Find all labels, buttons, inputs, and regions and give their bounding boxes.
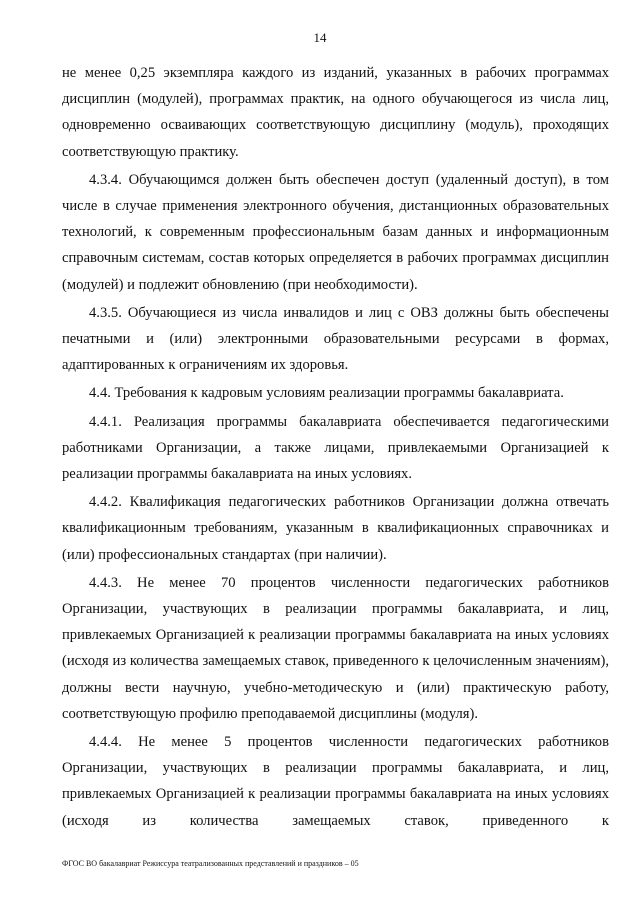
paragraph-4-3-4: 4.3.4. Обучающимся должен быть обеспечен доступ (удаленный доступ), в том числе в случае применения электронного обучения, дистанционных образовательных технологий, к современным профессиональным базам данных и информационным справочным системам, состав которых определяется в рабочих программах дисциплин (модулей) и подлежит обновлению (при необходимости). (62, 171, 609, 293)
paragraph-4-4-3: 4.4.3. Не менее 70 процентов численности педагогических работников Организации, участвующих в реализации программы бакалавриата, и лиц, привлекаемых Организацией к реализации программы бакалавриата на иных условиях (исходя из количества замещаемых ставок, приведенного к целочисленным значениям), должны вести научную, учебно-методическую и (или) практическую работу, соответствующую профилю преподаваемой дисциплины (модуля). (62, 574, 609, 722)
paragraph-4-4: 4.4. Требования к кадровым условиям реализации программы бакалавриата. (89, 385, 564, 402)
document-body (62, 60, 609, 836)
paragraph-4-4-2: 4.4.2. Квалификация педагогических работников Организации должна отвечать квалификационным требованиям, указанным в квалификационных справочниках и (или) профессиональных стандартах (при наличии). (62, 494, 609, 563)
paragraph-4-3-5: 4.3.5. Обучающиеся из числа инвалидов и лиц с ОВЗ должны быть обеспечены печатными и (или) электронными образовательными ресурсами в формах, адаптированных к ограничениям их здоровья. (62, 304, 609, 374)
paragraph-4-4-1: 4.4.1. Реализация программы бакалавриата обеспечивается педагогическими работниками Организации, а также лицами, привлекаемыми Организацией к реализации программы бакалавриата на иных условиях. (62, 413, 609, 483)
paragraph-continuation: не менее 0,25 экземпляра каждого из изданий, указанных в рабочих программах дисциплин (модулей), программах практик, на одного обучающегося из числа лиц, одновременно осваивающих соответствующую дисциплину (модуль), проходящих соответствующую практику. (62, 65, 609, 160)
document-footer: ФГОС ВО бакалавриат Режиссура театрализованных представлений и праздников – 05 (62, 859, 359, 868)
paragraph-4-4-4: 4.4.4. Не менее 5 процентов численности педагогических работников Организации, участвующих в реализации программы бакалавриата, и лиц, привлекаемых Организацией к реализации программы бакалавриата на иных условиях (исходя из количества замещаемых ставок, приведенного к (62, 734, 609, 829)
page-number: 14 (313, 30, 327, 45)
